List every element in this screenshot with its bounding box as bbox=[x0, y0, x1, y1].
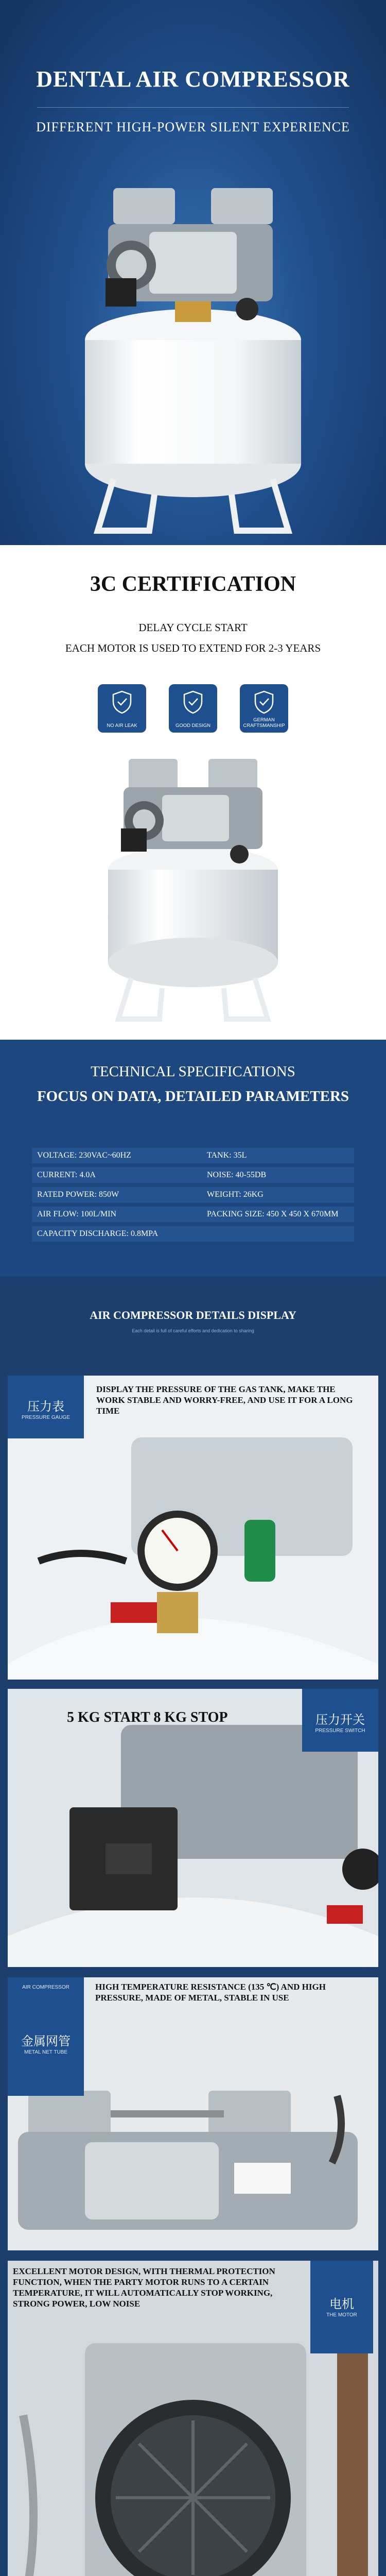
tag-en: METAL NET TUBE bbox=[24, 2049, 68, 2055]
spec-row bbox=[32, 1148, 354, 1163]
spec-row bbox=[32, 1167, 354, 1183]
badge-no-air-leak bbox=[98, 684, 146, 733]
badge-label: GOOD DESIGN bbox=[175, 723, 211, 728]
tag-en: PRESSURE GAUGE bbox=[22, 1415, 70, 1420]
tag-pressure-switch bbox=[302, 1689, 378, 1752]
tag-en: PRESSURE SWITCH bbox=[315, 1728, 365, 1734]
compressor-product-image bbox=[77, 175, 309, 541]
spec-right: PACKING SIZE: 450 X 450 X 670MM bbox=[207, 1210, 339, 1218]
tag-cn: 压力开关 bbox=[315, 1713, 365, 1727]
compressor-product-image-2 bbox=[100, 751, 286, 1029]
badge-label: NO AIR LEAK bbox=[107, 723, 137, 728]
spec-right: NOISE: 40-55DB bbox=[207, 1171, 267, 1179]
badge-good-design bbox=[169, 684, 217, 733]
metal-net-tube-text: HIGH TEMPERATURE RESISTANCE (135 ℃) AND HIGH PRESSURE, MADE OF METAL, STABLE IN USE bbox=[95, 1982, 326, 2003]
motor-text: EXCELLENT MOTOR DESIGN, WITH THERMAL PROTECTION FUNCTION, WHEN THE PARTY MOTOR RUNS TO A CERTAIN TEMPERATURE, IT WILL AUTOMATICALLY STOP WORKING, STRONG POWER, LOW NOISE bbox=[13, 2266, 275, 2309]
tag-metal-net-tube bbox=[8, 1977, 84, 2096]
badge-label: GERMAN CRAFTSMANSHIP bbox=[243, 717, 285, 728]
certification-section bbox=[0, 545, 386, 1040]
tag-cn: 电机 bbox=[329, 2297, 354, 2311]
tag-cn: 金属网管 bbox=[21, 2034, 71, 2048]
details-subtitle: Each detail is full of careful efforts and dedication to sharing bbox=[132, 1328, 254, 1333]
hero-divider bbox=[37, 107, 349, 108]
hero-title: DENTAL AIR COMPRESSOR bbox=[36, 66, 350, 92]
spec-left: CAPACITY DISCHARGE: 0.8MPA bbox=[37, 1229, 159, 1238]
detail-panel-pressure-switch bbox=[8, 1689, 378, 1967]
spec-left: AIR FLOW: 100L/MIN bbox=[37, 1210, 117, 1218]
hero-subtitle: DIFFERENT HIGH-POWER SILENT EXPERIENCE bbox=[36, 120, 350, 134]
detail-panel-metal-net-tube bbox=[8, 1977, 378, 2250]
shield-icon bbox=[112, 690, 132, 714]
spec-row bbox=[32, 1187, 354, 1202]
detail-panel-pressure-gauge bbox=[8, 1376, 378, 1680]
certification-line-2: EACH MOTOR IS USED TO EXTEND FOR 2-3 YEARS bbox=[65, 642, 321, 654]
shield-icon bbox=[183, 690, 203, 714]
pressure-switch-text: 5 KG START 8 KG STOP bbox=[67, 1709, 228, 1725]
spec-left: VOLTAGE: 230VAC~60HZ bbox=[37, 1151, 131, 1160]
detail-panel-motor bbox=[8, 2261, 378, 2576]
badge-german-craftsmanship bbox=[240, 684, 288, 733]
tag-cn: 压力表 bbox=[27, 1399, 64, 1414]
spec-row bbox=[32, 1207, 354, 1222]
hero-section bbox=[0, 0, 386, 545]
tag-motor bbox=[310, 2261, 373, 2353]
spec-right: TANK: 35L bbox=[207, 1151, 247, 1160]
spec-left: RATED POWER: 850W bbox=[37, 1190, 119, 1199]
specs-section bbox=[0, 1040, 386, 1277]
details-section bbox=[0, 1277, 386, 2576]
specs-subtitle: FOCUS ON DATA, DETAILED PARAMETERS bbox=[37, 1088, 349, 1105]
details-title: AIR COMPRESSOR DETAILS DISPLAY bbox=[90, 1309, 296, 1321]
specs-title: TECHNICAL SPECIFICATIONS bbox=[91, 1063, 295, 1080]
tag-pressure-gauge bbox=[8, 1376, 84, 1438]
tag-small: AIR COMPRESSOR bbox=[22, 1985, 69, 1990]
spec-left: CURRENT: 4.0A bbox=[37, 1171, 96, 1179]
shield-icon bbox=[254, 690, 274, 714]
certification-line-1: DELAY CYCLE START bbox=[138, 621, 248, 634]
tag-en: THE MOTOR bbox=[326, 2312, 357, 2318]
pressure-gauge-text: DISPLAY THE PRESSURE OF THE GAS TANK, MAKE THE WORK STABLE AND WORRY-FREE, AND USE IT FOR A LONG TIME bbox=[96, 1384, 353, 1416]
spec-right: WEIGHT: 26KG bbox=[207, 1190, 264, 1199]
certification-title: 3C CERTIFICATION bbox=[90, 572, 296, 596]
spec-row bbox=[32, 1226, 354, 1242]
